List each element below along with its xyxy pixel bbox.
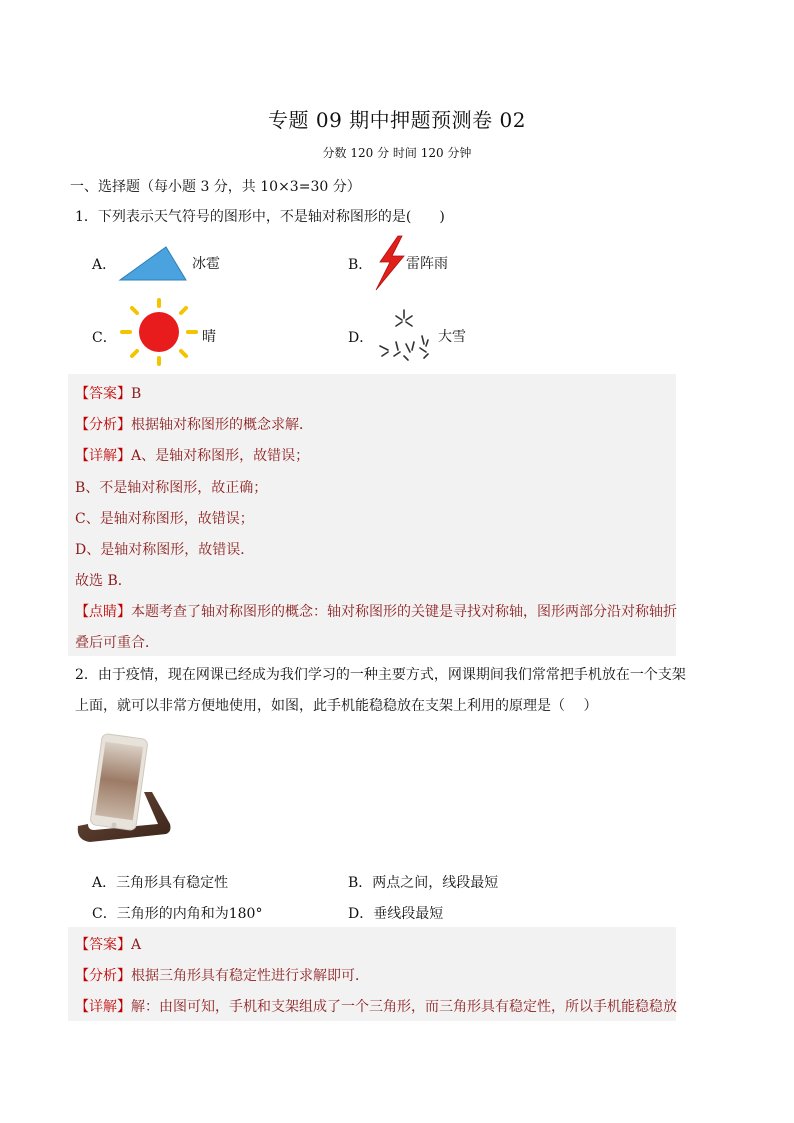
q2-option-a bbox=[92, 872, 228, 892]
q2-answer-line bbox=[75, 934, 141, 954]
q1-option-c-text: 晴 bbox=[202, 329, 216, 345]
q2-detail-line bbox=[75, 996, 677, 1016]
q1-option-b-label: B． bbox=[348, 257, 373, 273]
snow-icon bbox=[374, 306, 438, 364]
detail-text: A、是轴对称图形，故错误； bbox=[131, 448, 310, 464]
detail-tag: 【详解】 bbox=[75, 999, 131, 1015]
q1-detail-line-2: B、不是轴对称图形，故正确； bbox=[75, 480, 268, 496]
detail-text: 解：由图可知，手机和支架组成了一个三角形，而三角形具有稳定性，所以手机能稳稳放 bbox=[131, 999, 677, 1015]
phone-stand-photo bbox=[74, 730, 174, 848]
answer-value: B bbox=[131, 386, 142, 402]
q1-comment-line-2: 叠后可重合． bbox=[75, 635, 159, 651]
red-lightning-icon bbox=[372, 234, 408, 292]
comment-text: 本题考查了轴对称图形的概念：轴对称图形的关键是寻找对称轴，图形两部分沿对称轴折 bbox=[131, 604, 677, 620]
q1-option-a-text: 冰雹 bbox=[192, 256, 220, 272]
section-heading: 一、选择题（每小题 3 分，共 10×3=30 分） bbox=[70, 179, 361, 195]
q1-option-a-label: A． bbox=[92, 257, 117, 273]
question-2-stem-line-2: 上面，就可以非常方便地使用，如图，此手机能稳稳放在支架上利用的原理是（ ） bbox=[75, 698, 598, 714]
q1-detail-line-5: 故选 B． bbox=[75, 573, 132, 589]
page-title: 专题 09 期中押题预测卷 02 bbox=[268, 108, 526, 132]
answer-tag: 【答案】 bbox=[75, 937, 131, 953]
q1-detail-line-3: C、是轴对称图形，故错误； bbox=[75, 511, 254, 527]
q1-option-d-label: D． bbox=[348, 330, 374, 346]
page-subtitle: 分数 120 分 时间 120 分钟 bbox=[322, 146, 472, 160]
sun-icon bbox=[116, 296, 202, 368]
analysis-text: 根据三角形具有稳定性进行求解即可． bbox=[131, 968, 369, 984]
q2-option-b-text: 两点之间，线段最短 bbox=[372, 875, 499, 891]
answer-tag: 【答案】 bbox=[75, 386, 131, 402]
q2-option-c-label: C． bbox=[92, 906, 117, 922]
q2-option-a-label: A． bbox=[92, 875, 117, 891]
q2-option-b bbox=[348, 872, 498, 892]
analysis-text: 根据轴对称图形的概念求解． bbox=[131, 417, 313, 433]
q1-detail-line-4: D、是轴对称图形，故错误． bbox=[75, 542, 255, 558]
q1-option-c-label: C． bbox=[92, 330, 117, 346]
question-1-stem: 1．下列表示天气符号的图形中，不是轴对称图形的是( ) bbox=[75, 209, 445, 225]
blue-triangle-icon bbox=[116, 244, 188, 282]
q2-option-b-label: B． bbox=[348, 875, 373, 891]
q2-option-c-text: 三角形的内角和为180° bbox=[116, 906, 263, 922]
analysis-tag: 【分析】 bbox=[75, 968, 131, 984]
q2-option-d bbox=[348, 903, 443, 923]
q2-option-a-text: 三角形具有稳定性 bbox=[116, 875, 229, 891]
question-2-stem-line-1: 2．由于疫情，现在网课已经成为我们学习的一种主要方式，网课期间我们常常把手机放在一个支架 bbox=[75, 667, 686, 683]
answer-value: A bbox=[131, 937, 142, 953]
q1-analysis-line bbox=[75, 414, 313, 434]
q2-option-c bbox=[92, 903, 262, 923]
q1-answer-line bbox=[75, 383, 141, 403]
q2-option-d-label: D． bbox=[348, 906, 374, 922]
q2-analysis-line bbox=[75, 965, 369, 985]
comment-tag: 【点睛】 bbox=[75, 604, 131, 620]
detail-tag: 【详解】 bbox=[75, 448, 131, 464]
q1-detail-line-1 bbox=[75, 445, 309, 465]
q1-comment-line-1 bbox=[75, 601, 677, 621]
q1-option-d-text: 大雪 bbox=[438, 329, 466, 345]
analysis-tag: 【分析】 bbox=[75, 417, 131, 433]
q2-option-d-text: 垂线段最短 bbox=[373, 906, 444, 922]
q1-option-b-text: 雷阵雨 bbox=[406, 256, 448, 272]
